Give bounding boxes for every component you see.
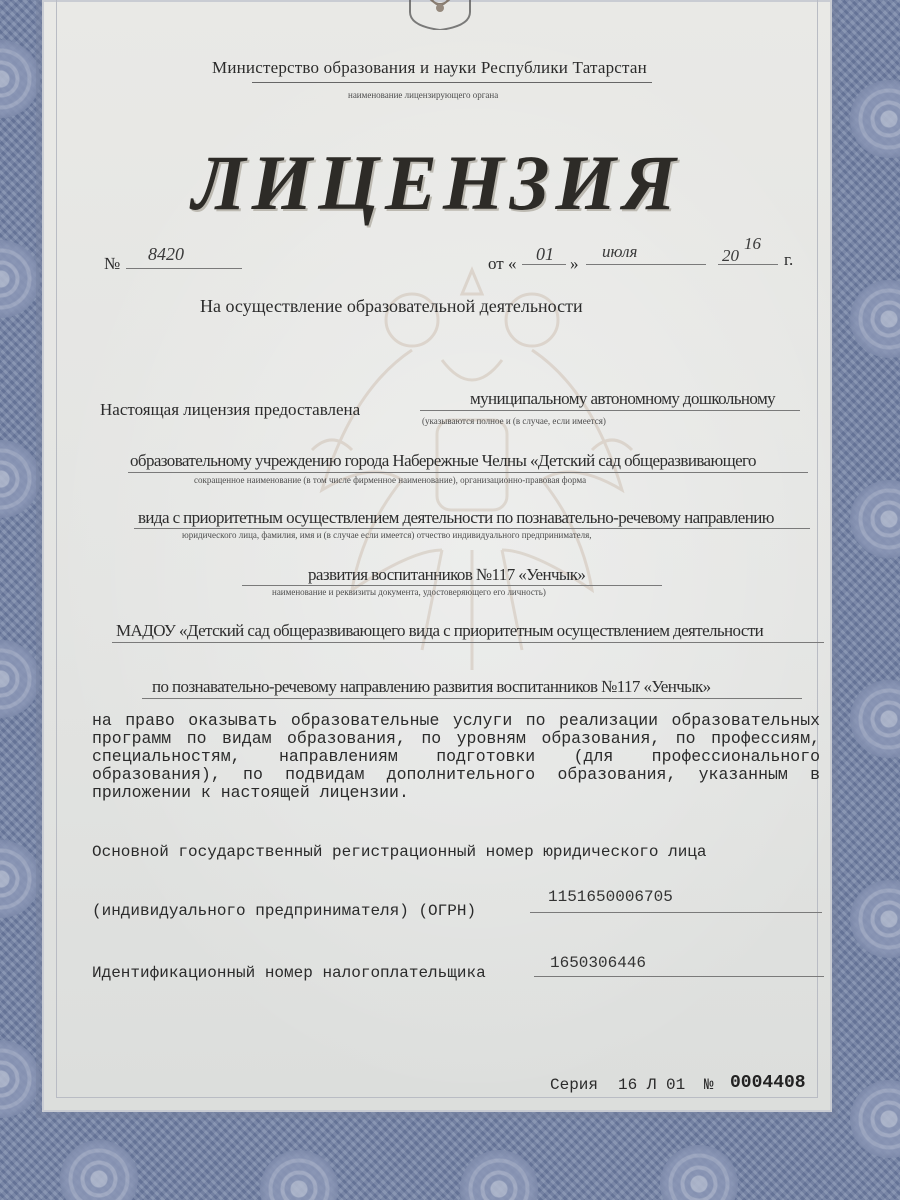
ministry-hint: наименование лицензирующего органа xyxy=(348,90,499,100)
serial-label: Серия xyxy=(550,1076,599,1094)
border-ornament xyxy=(850,680,900,758)
year-label: г. xyxy=(784,250,794,269)
border-ornament xyxy=(850,880,900,958)
licensee-hint-1: (указываются полное и (в случае, если имеется) xyxy=(422,416,606,426)
date-prefix: от « xyxy=(488,254,517,273)
license-scope-paragraph: на право оказывать образовательные услуги по реализации образовательных программ по видам образования, по уровням образования, по профессиям, специальностям, направлениям подготовки (для профессионального образования), по подвидам дополнительного образования, указанным в приложении к настоящей лицензии. xyxy=(92,711,820,802)
underline xyxy=(522,264,566,265)
underline xyxy=(534,976,824,977)
border-ornament xyxy=(0,240,40,318)
license-sheet xyxy=(42,0,832,1112)
border-ornament xyxy=(850,80,900,158)
underline xyxy=(134,528,810,529)
border-ornament xyxy=(850,480,900,558)
license-month: июля xyxy=(602,242,638,261)
serial-number: 0004408 xyxy=(730,1073,806,1093)
document-title: ЛИЦЕНЗИЯ xyxy=(192,139,682,226)
ogrn-label-1: Основной государственный регистрационный номер юридического лица xyxy=(92,843,707,861)
border-ornament xyxy=(850,1080,900,1158)
ogrn-label-2: (индивидуального предпринимателя) (ОГРН) xyxy=(92,902,477,920)
underline xyxy=(126,268,242,269)
licensee-line-2: образовательному учреждению города Набережные Челны «Детский сад общеразвивающего xyxy=(130,451,756,470)
underline xyxy=(718,264,778,265)
licensee-hint-3: юридического лица, фамилия, имя и (в случае если имеется) отчество индивидуального предпринимателя, xyxy=(182,530,592,540)
license-day: 01 xyxy=(536,244,554,264)
underline xyxy=(252,82,652,83)
year-suffix: 16 xyxy=(744,234,761,253)
day-suffix: » xyxy=(570,254,579,273)
ogrn-value: 1151650006705 xyxy=(548,888,673,906)
border-ornament xyxy=(850,280,900,358)
inn-label: Идентификационный номер налогоплательщика xyxy=(92,964,486,982)
underline xyxy=(420,410,800,411)
license-number: 8420 xyxy=(148,244,184,264)
licensee-line-4: развития воспитанников №117 «Уенчык» xyxy=(308,565,586,584)
underline xyxy=(242,585,662,586)
border-ornament xyxy=(260,1150,338,1200)
inn-value: 1650306446 xyxy=(550,954,647,972)
licensee-hint-2: сокращенное наименование (в том числе фирменное наименование), организационно-правовая форма xyxy=(194,475,587,485)
licensee-line-1: муниципальному автономному дошкольному xyxy=(470,389,776,408)
serial-number-label: № xyxy=(704,1076,714,1094)
border-ornament xyxy=(0,840,40,918)
border-ornament xyxy=(0,1040,40,1118)
license-subject: На осуществление образовательной деятельности xyxy=(200,296,583,316)
licensee-line-3: вида с приоритетным осуществлением деятельности по познавательно-речевому направлению xyxy=(138,508,774,527)
underline xyxy=(142,698,802,699)
serial-series: 16 Л 01 xyxy=(618,1076,686,1094)
ministry-name: Министерство образования и науки Республики Татарстан xyxy=(212,58,647,77)
border-ornament xyxy=(660,1145,738,1200)
granted-label: Настоящая лицензия предоставлена xyxy=(100,400,361,419)
border-ornament xyxy=(460,1150,538,1200)
year-prefix: 20 xyxy=(722,246,739,265)
licensee-short-name-1: МАДОУ «Детский сад общеразвивающего вида с приоритетным осуществлением деятельности xyxy=(116,621,764,640)
underline xyxy=(586,264,706,265)
underline xyxy=(128,472,808,473)
border-ornament xyxy=(0,40,40,118)
licensee-short-name-2: по познавательно-речевому направлению развития воспитанников №117 «Уенчык» xyxy=(152,677,711,696)
number-label: № xyxy=(104,254,121,273)
underline xyxy=(530,912,822,913)
border-ornament xyxy=(0,440,40,518)
border-ornament xyxy=(60,1140,138,1200)
coat-of-arms-icon xyxy=(396,0,484,30)
licensee-hint-4: наименование и реквизиты документа, удостоверяющего его личность) xyxy=(272,587,546,597)
border-ornament xyxy=(0,640,40,718)
underline xyxy=(112,642,824,643)
